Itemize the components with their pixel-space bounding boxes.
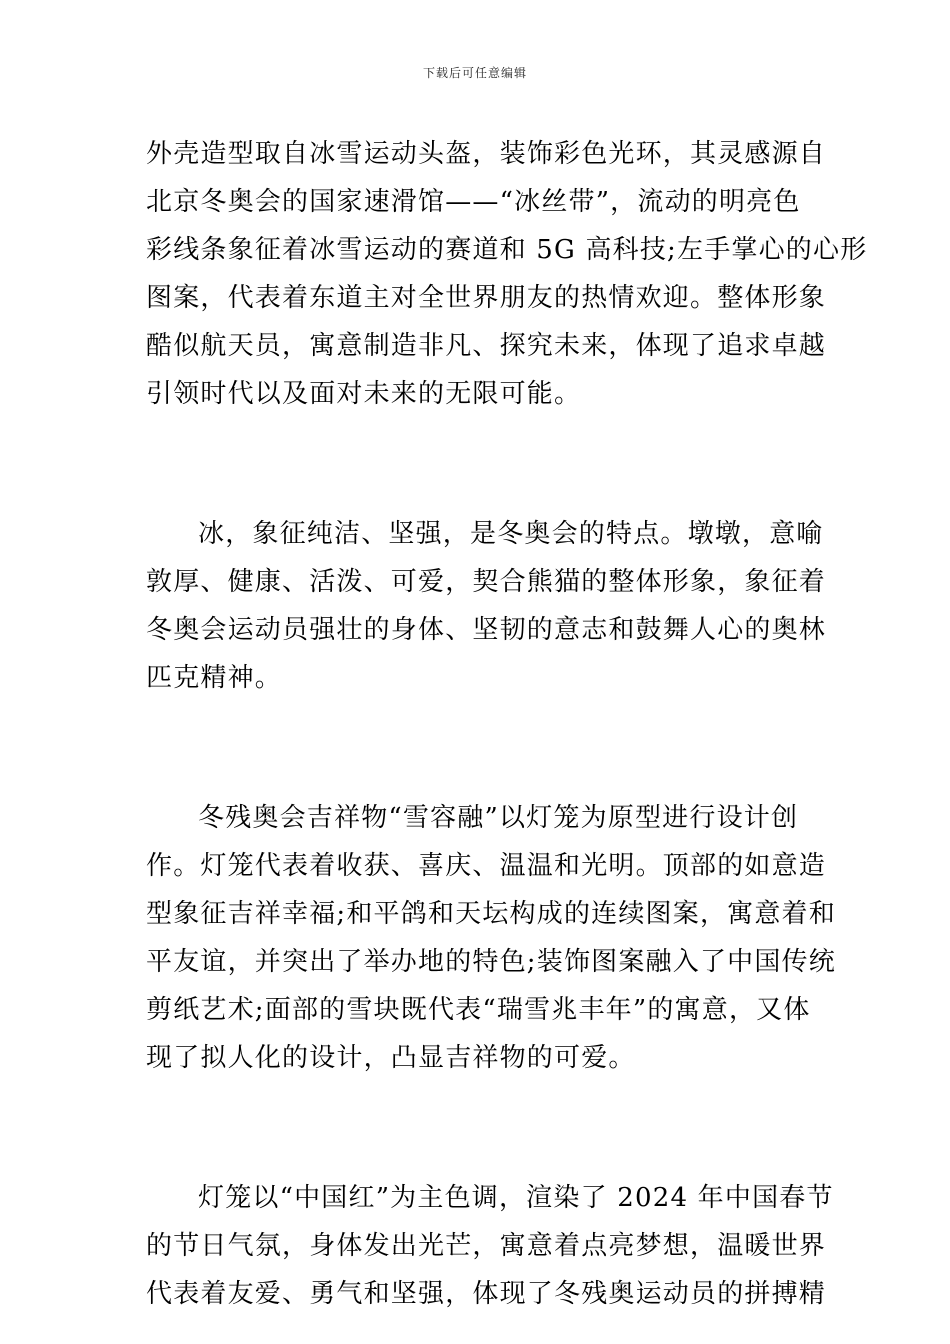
text-line: 敦厚、健康、活泼、可爱，契合熊猫的整体形象，象征着 — [146, 567, 827, 597]
text-line: 外壳造型取自冰雪运动头盔，装饰彩色光环，其灵感源自 — [146, 139, 827, 169]
text-line: 型象征吉祥幸福;和平鸽和天坛构成的连续图案，寓意着和 — [146, 899, 836, 929]
text-line: 的节日气氛，身体发出光芒，寓意着点亮梦想，温暖世界 — [146, 1231, 827, 1261]
text-line: 北京冬奥会的国家速滑馆——“冰丝带”，流动的明亮色 — [146, 187, 801, 217]
text-line: 冬奥会运动员强壮的身体、坚韧的意志和鼓舞人心的奥林 — [146, 615, 827, 645]
text-line: 冰，象征纯洁、坚强，是冬奥会的特点。墩墩，意喻 — [198, 519, 824, 549]
text-line: 现了拟人化的设计，凸显吉祥物的可爱。 — [146, 1043, 636, 1073]
paragraph — [146, 1174, 834, 1318]
text-line: 剪纸艺术;面部的雪块既代表“瑞雪兆丰年”的寓意，又体 — [146, 995, 811, 1025]
paragraph-gap — [146, 418, 816, 510]
paragraph — [146, 510, 827, 702]
document-body — [146, 130, 868, 1318]
text-line: 平友谊，并突出了举办地的特色;装饰图案融入了中国传统 — [146, 947, 836, 977]
text-line: 酷似航天员，寓意制造非凡、探究未来，体现了追求卓越 — [146, 331, 827, 361]
paragraph — [146, 130, 868, 418]
text-line: 图案，代表着东道主对全世界朋友的热情欢迎。整体形象 — [146, 283, 827, 313]
text-line: 匹克精神。 — [146, 663, 283, 693]
page-header: 下载后可任意编辑 — [422, 66, 527, 80]
text-line: 作。灯笼代表着收获、喜庆、温温和光明。顶部的如意造 — [146, 851, 827, 881]
paragraph — [146, 794, 836, 1082]
text-line: 灯笼以“中国红”为主色调，渲染了 2024 年中国春节 — [198, 1183, 834, 1213]
paragraph-gap — [146, 702, 816, 794]
text-line: 代表着友爱、勇气和坚强，体现了冬残奥运动员的拼搏精 — [146, 1279, 827, 1309]
text-line: 彩线条象征着冰雪运动的赛道和 5G 高科技;左手掌心的心形 — [146, 235, 868, 265]
text-line: 引领时代以及面对未来的无限可能。 — [146, 379, 582, 409]
text-line: 冬残奥会吉祥物“雪容融”以灯笼为原型进行设计创 — [198, 803, 799, 833]
paragraph-gap — [146, 1082, 816, 1174]
